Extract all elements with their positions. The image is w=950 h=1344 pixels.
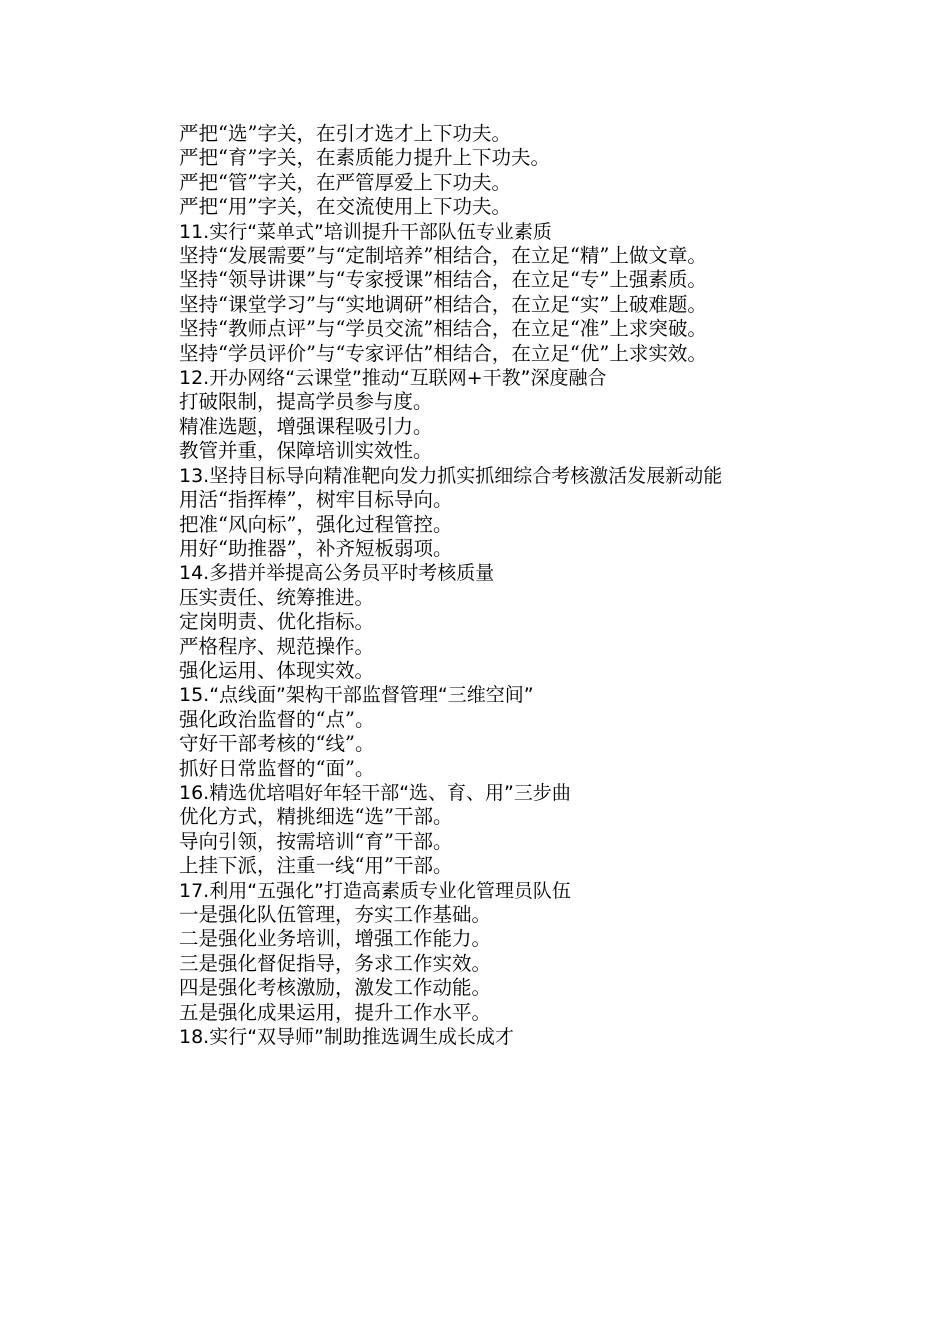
text-line: 打破限制，提高学员参与度。 [179,390,433,414]
text-line: 用好“助推器”，补齐短板弱项。 [179,536,453,560]
text-line: 优化方式，精挑细选“选”干部。 [179,805,453,829]
text-line: 坚持“发展需要”与“定制培养”相结合，在立足“精”上做文章。 [179,244,707,268]
text-line: 坚持“领导讲课”与“专家授课”相结合，在立足“专”上强素质。 [179,268,707,292]
text-line: 坚持“学员评价”与“专家评估”相结合，在立足“优”上求实效。 [179,341,707,365]
section-heading: 17.利用“五强化”打造高素质专业化管理员队伍 [179,879,571,902]
section-heading: 16.精选优培唱好年轻干部“选、育、用”三步曲 [179,781,571,804]
section-heading: 12.开办网络“云课堂”推动“互联网+干教”深度融合 [179,367,607,390]
text-line: 坚持“教师点评”与“学员交流”相结合，在立足“准”上求突破。 [179,317,707,341]
text-line: 三是强化督促指导，务求工作实效。 [179,951,492,975]
section-heading: 14.多措并举提高公务员平时考核质量 [179,562,495,585]
section-heading: 18.实行“双导师”制助推选调生成长成才 [179,1026,514,1049]
text-line: 精准选题，增强课程吸引力。 [179,414,433,438]
text-line: 一是强化队伍管理，夯实工作基础。 [179,903,492,926]
text-line: 用活“指挥棒”，树牢目标导向。 [179,488,453,512]
text-line: 严把“用”字关，在交流使用上下功夫。 [179,195,511,219]
text-line: 严把“育”字关，在素质能力提升上下功夫。 [179,146,550,170]
text-line: 教管并重，保障培训实效性。 [179,439,433,463]
text-line: 二是强化业务培训，增强工作能力。 [179,927,492,951]
section-heading: 13.坚持目标导向精准靶向发力抓实抓细综合考核激活发展新动能 [179,464,723,487]
text-line: 导向引领，按需培训“育”干部。 [179,829,453,853]
text-line: 守好干部考核的“线”。 [179,732,375,756]
text-line: 严格程序、规范操作。 [179,634,375,658]
text-line: 抓好日常监督的“面”。 [179,756,375,780]
text-line: 五是强化成果运用，提升工作水平。 [179,1000,492,1024]
text-line: 强化运用、体现实效。 [179,658,375,682]
document-page [145,122,810,1049]
text-line: 四是强化考核激励，激发工作动能。 [179,976,492,1000]
text-line: 压实责任、统筹推进。 [179,585,375,609]
text-line: 定岗明责、优化指标。 [179,610,375,634]
text-line: 坚持“课堂学习”与“实地调研”相结合，在立足“实”上破难题。 [179,292,707,316]
text-line: 把准“风向标”，强化过程管控。 [179,512,453,536]
section-heading: 11.实行“菜单式”培训提升干部队伍专业素质 [179,220,552,243]
text-line: 严把“选”字关，在引才选才上下功夫。 [179,122,511,145]
text-line: 强化政治监督的“点”。 [179,707,375,731]
section-heading: 15.“点线面”架构干部监督管理“三维空间” [179,684,534,707]
text-line: 严把“管”字关，在严管厚爱上下功夫。 [179,170,511,194]
text-line: 上挂下派，注重一线“用”干部。 [179,854,453,878]
